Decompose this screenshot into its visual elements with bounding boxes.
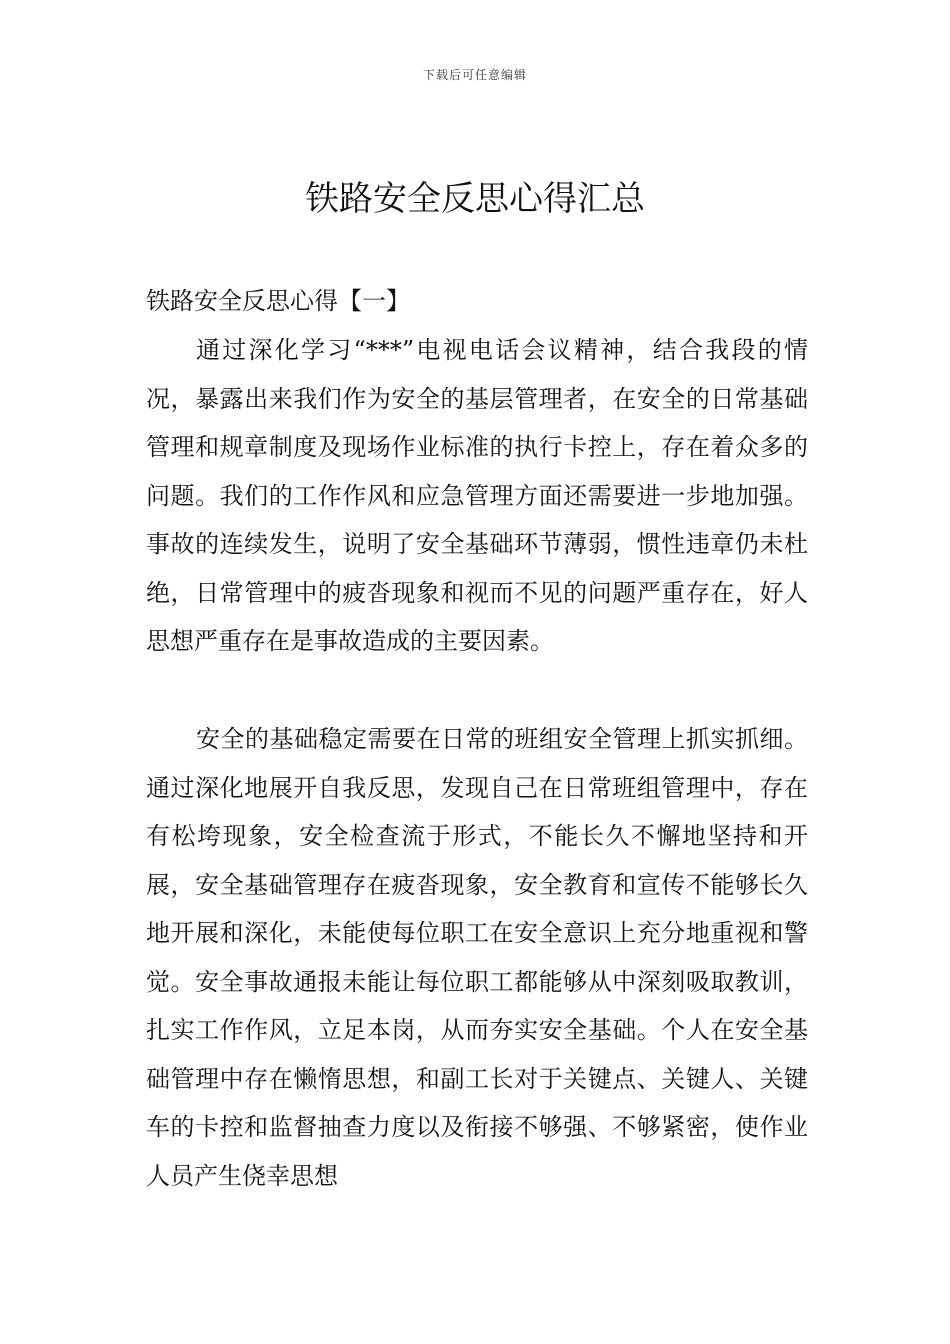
body-paragraph-1: 通过深化学习“***”电视电话会议精神，结合我段的情况，暴露出来我们作为安全的基层管理者，在安全的日常基础管理和规章制度及现场作业标准的执行卡控上，存在着众多的问题。我们的工作作风和应急管理方面还需要进一步地加强。事故的连续发生，说明了安全基础环节薄弱，惯性违章仍未杜绝，日常管理中的疲沓现象和视而不见的问题严重存在，好人思想严重存在是事故造成的主要因素。 [146, 336, 808, 655]
body-paragraph-2: 安全的基础稳定需要在日常的班组安全管理上抓实抓细。通过深化地展开自我反思，发现自己在日常班组管理中，存在有松垮现象，安全检查流于形式，不能长久不懈地坚持和开展，安全基础管理存在疲沓现象，安全教育和宣传不能够长久地开展和深化，未能使每位职工在安全意识上充分地重视和警觉。安全事故通报未能让每位职工都能够从中深刻吸取教训，扎实工作作风，立足本岗，从而夯实安全基础。个人在安全基础管理中存在懒惰思想，和副工长对于关键点、关键人、关键车的卡控和监督抽查力度以及衔接不够强、不够紧密，使作业人员产生侥幸思想 [146, 725, 808, 1190]
section-heading: 铁路安全反思心得【一】 [146, 287, 410, 315]
header-note: 下载后可任意编辑 [422, 68, 527, 82]
document-title: 铁路安全反思心得汇总 [305, 179, 645, 219]
